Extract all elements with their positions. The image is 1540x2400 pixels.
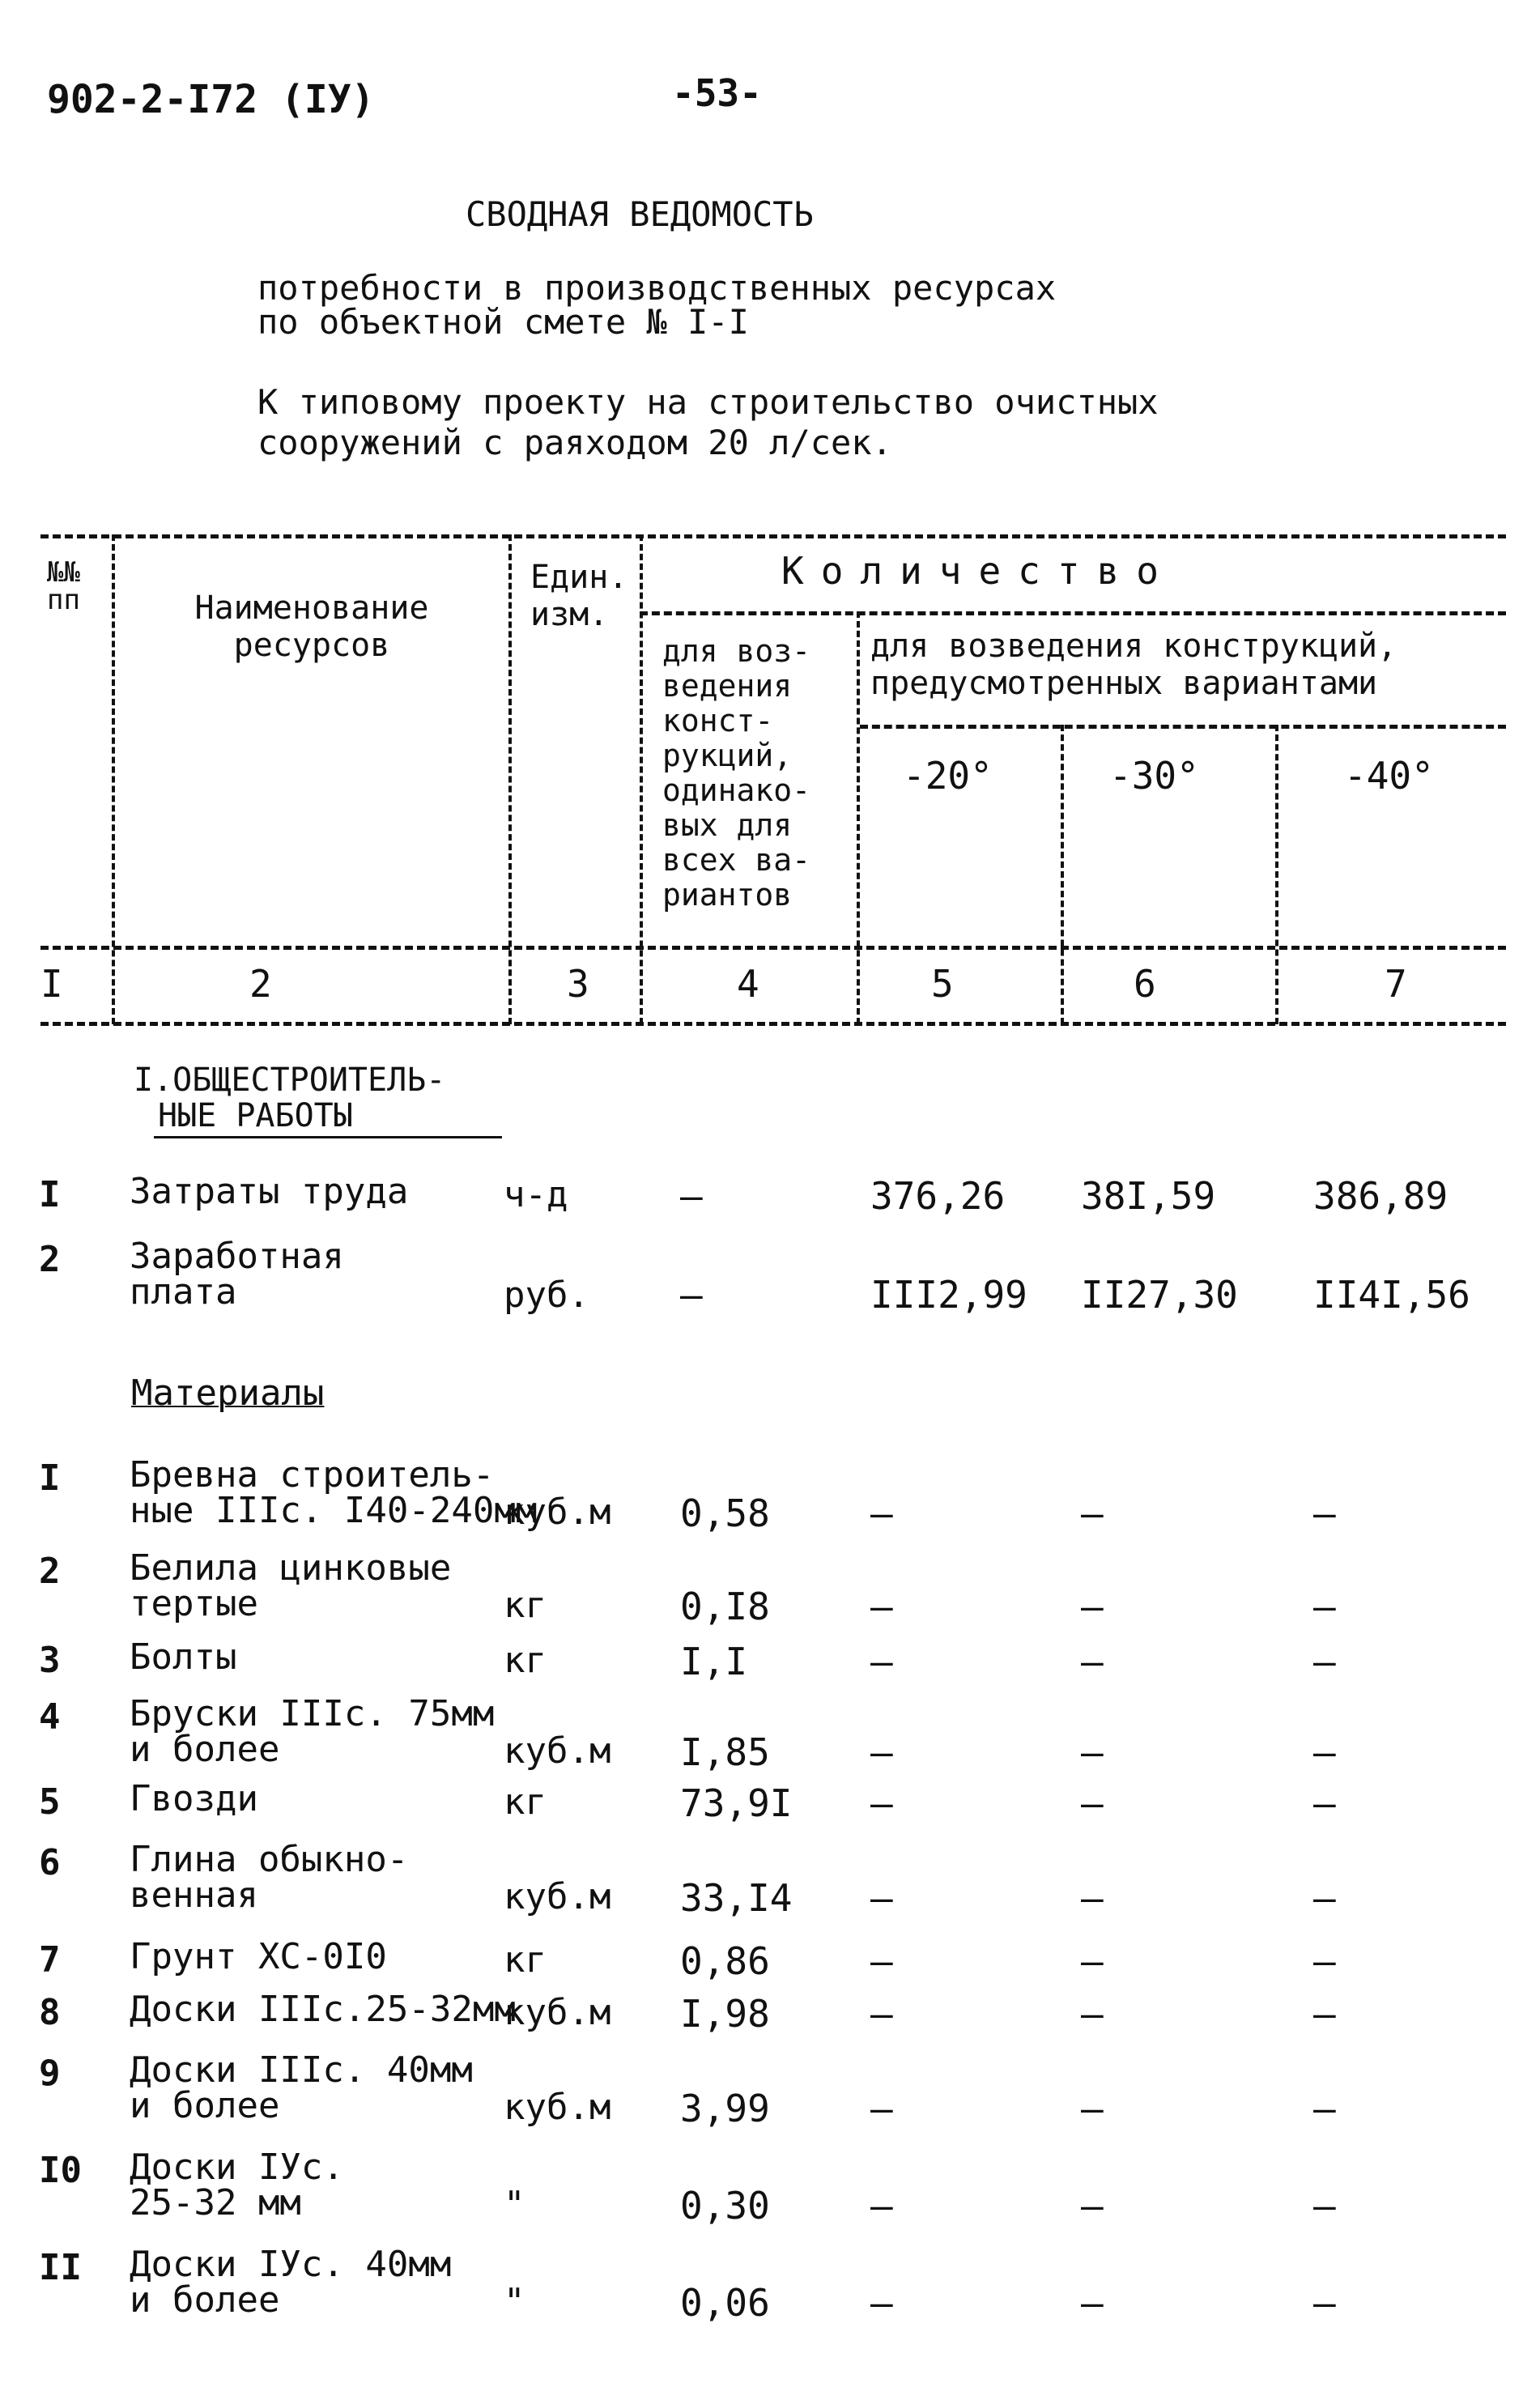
common-qty: 3,99: [680, 2087, 770, 2130]
resource-name: [130, 1778, 258, 1819]
resource-name-line: Болты: [130, 1636, 237, 1678]
resource-name-line: Доски IУс.: [130, 2147, 344, 2188]
qty-minus20: –: [870, 1992, 893, 2036]
unit: кг: [504, 1585, 547, 1626]
qty-minus20: –: [870, 1640, 893, 1683]
qty-minus20: –: [870, 2281, 893, 2325]
qty-minus40: 386,89: [1313, 1174, 1449, 1218]
resource-name-line: Бревна строитель-: [130, 1454, 495, 1496]
common-qty: 0,86: [680, 1939, 770, 1983]
resource-name: [130, 2049, 473, 2126]
section-underline: [154, 1136, 502, 1138]
common-qty: I,I: [680, 1640, 748, 1683]
column-number: 6: [1134, 962, 1156, 1006]
resource-name: [130, 1454, 538, 1531]
row-number: 5: [39, 1781, 61, 1823]
qty-minus20: –: [870, 1585, 893, 1628]
project-description: [257, 382, 1159, 463]
qty-minus40: II4I,56: [1313, 1273, 1470, 1317]
resource-name-line: Белила цинковые: [130, 1547, 452, 1589]
row-number: I0: [39, 2150, 82, 2191]
resource-name: Заработная плата: [130, 1236, 344, 1313]
row-number: 8: [39, 1992, 61, 2033]
resource-name: [130, 1936, 387, 1977]
header-number: №№ пп: [47, 556, 80, 616]
column-divider: [112, 534, 115, 1024]
resource-name: [130, 1636, 237, 1678]
qty-minus40: –: [1313, 2184, 1336, 2228]
qty-minus30: 38I,59: [1081, 1174, 1216, 1218]
resource-name-line: венная: [130, 1874, 258, 1916]
document-code: 902-2-I72 (IУ): [47, 77, 375, 122]
resource-name-line: и более: [130, 2279, 280, 2321]
column-number: 2: [249, 962, 272, 1006]
header-unit: Един. изм.: [530, 559, 628, 633]
column-number: 3: [567, 962, 589, 1006]
qty-minus40: –: [1313, 1491, 1336, 1535]
table-top-rule: [40, 534, 1506, 538]
unit: куб.м: [504, 1491, 611, 1533]
document-subtitle: [257, 268, 1057, 342]
column-number: 5: [931, 962, 954, 1006]
qty-minus40: –: [1313, 1730, 1336, 1774]
resource-name: Затраты труда: [130, 1171, 409, 1212]
unit: кг: [504, 1640, 547, 1681]
document-title: СВОДНАЯ ВЕДОМОСТЬ: [466, 194, 814, 234]
resource-name-line: Доски IIIс. 40мм: [130, 2049, 473, 2091]
header-variant-minus20: -20°: [903, 754, 993, 798]
resource-name: [130, 1839, 409, 1916]
row-number: I: [39, 1174, 61, 1215]
common-qty: I,85: [680, 1730, 770, 1774]
quantity-rule: [640, 611, 1506, 615]
qty-minus40: –: [1313, 2087, 1336, 2130]
unit: куб.м: [504, 1730, 611, 1772]
common-qty: 33,I4: [680, 1876, 793, 1920]
column-divider: [1275, 725, 1278, 1024]
page-number: -53-: [672, 71, 762, 115]
resource-name-line: тертые: [130, 1583, 258, 1624]
materials-heading: Материалы: [131, 1372, 325, 1414]
resource-name: [130, 1547, 452, 1624]
unit: руб.: [504, 1274, 589, 1316]
qty-minus30: –: [1081, 2087, 1104, 2130]
qty-minus40: –: [1313, 2281, 1336, 2325]
qty-minus20: –: [870, 2087, 893, 2130]
resource-name-line: Грунт ХС-0I0: [130, 1936, 387, 1977]
column-divider: [640, 534, 643, 1024]
row-number: I: [39, 1457, 61, 1499]
qty-minus30: –: [1081, 1992, 1104, 2036]
qty-minus20: III2,99: [870, 1273, 1027, 1317]
resource-name-line: Глина обыкно-: [130, 1839, 409, 1880]
column-number: 4: [737, 962, 759, 1006]
common-qty: 0,I8: [680, 1585, 770, 1628]
unit: ч-д: [504, 1174, 568, 1215]
qty-minus30: –: [1081, 1781, 1104, 1825]
row-number: II: [39, 2247, 82, 2288]
unit: ": [504, 2281, 525, 2322]
row-number: 9: [39, 2053, 61, 2094]
row-number: 6: [39, 1842, 61, 1883]
qty-minus40: –: [1313, 1939, 1336, 1983]
qty-minus30: –: [1081, 2184, 1104, 2228]
header-variant-minus30: -30°: [1109, 754, 1199, 798]
qty-minus30: –: [1081, 1491, 1104, 1535]
resource-name-line: Бруски IIIс. 75мм: [130, 1693, 495, 1734]
common-qty: –: [680, 1273, 703, 1317]
unit: ": [504, 2184, 525, 2225]
common-qty: 73,9I: [680, 1781, 793, 1825]
qty-minus40: –: [1313, 1640, 1336, 1683]
resource-name: [130, 2147, 344, 2223]
header-variant-minus40: -40°: [1344, 754, 1434, 798]
column-divider: [857, 611, 860, 1024]
unit: куб.м: [504, 2087, 611, 2128]
qty-minus30: –: [1081, 1730, 1104, 1774]
common-qty: 0,06: [680, 2281, 770, 2325]
qty-minus20: –: [870, 1939, 893, 1983]
qty-minus30: –: [1081, 2281, 1104, 2325]
resource-name-line: ные IIIс. I40-240мм: [130, 1490, 538, 1531]
resource-name-line: Доски IУс. 40мм: [130, 2244, 452, 2285]
qty-minus40: –: [1313, 1781, 1336, 1825]
qty-minus40: –: [1313, 1992, 1336, 2036]
common-qty: I,98: [680, 1992, 770, 2036]
project-line: сооружений с раяходом 20 л/сек.: [257, 423, 892, 462]
common-qty: –: [680, 1174, 703, 1218]
resource-name: [130, 2244, 452, 2321]
qty-minus20: –: [870, 1730, 893, 1774]
resource-name-line: и более: [130, 2085, 280, 2126]
qty-minus40: –: [1313, 1585, 1336, 1628]
header-variants: для возведения конструкций, предусмотренных вариантами: [870, 628, 1397, 702]
resource-name-line: Доски IIIс.25-32мм: [130, 1989, 516, 2030]
row-number: 2: [39, 1551, 61, 1592]
section-heading: I.ОБЩЕСТРОИТЕЛЬ- НЫЕ РАБОТЫ: [134, 1062, 446, 1134]
common-qty: 0,58: [680, 1491, 770, 1535]
unit: куб.м: [504, 1992, 611, 2033]
row-number: 2: [39, 1239, 61, 1280]
column-divider: [508, 534, 512, 1024]
qty-minus20: –: [870, 1876, 893, 1920]
project-line: К типовому проекту на строительство очистных: [257, 382, 1159, 422]
resource-name-line: и более: [130, 1729, 280, 1770]
row-number: 3: [39, 1640, 61, 1681]
qty-minus30: –: [1081, 1585, 1104, 1628]
qty-minus30: –: [1081, 1876, 1104, 1920]
qty-minus30: –: [1081, 1939, 1104, 1983]
unit: куб.м: [504, 1876, 611, 1917]
qty-minus20: –: [870, 1491, 893, 1535]
qty-minus20: –: [870, 1781, 893, 1825]
unit: кг: [504, 1939, 547, 1981]
column-numbers-rule: [40, 1022, 1506, 1026]
header-common-constructions: для воз- ведения конст- рукций, одинако- вых для всех ва- риантов: [662, 633, 811, 913]
resource-name-line: Гвозди: [130, 1778, 258, 1819]
qty-minus20: –: [870, 2184, 893, 2228]
common-qty: 0,30: [680, 2184, 770, 2228]
resource-name: [130, 1693, 495, 1770]
header-resource-name: Наименование ресурсов: [194, 589, 429, 664]
resource-name-line: 25-32 мм: [130, 2182, 301, 2223]
variants-rule: [860, 725, 1506, 729]
qty-minus30: –: [1081, 1640, 1104, 1683]
row-number: 7: [39, 1939, 61, 1981]
header-quantity: Количество: [781, 549, 1176, 593]
row-number: 4: [39, 1696, 61, 1738]
subtitle-line: потребности в производственных ресурсах: [257, 268, 1057, 308]
header-bottom-rule: [40, 946, 1506, 950]
subtitle-line: по объектной смете № I-I: [257, 302, 749, 342]
resource-name: [130, 1989, 516, 2030]
qty-minus30: II27,30: [1081, 1273, 1238, 1317]
column-number: 7: [1385, 962, 1407, 1006]
column-divider: [1061, 725, 1064, 1024]
qty-minus40: –: [1313, 1876, 1336, 1920]
column-number: I: [40, 962, 63, 1006]
qty-minus20: 376,26: [870, 1174, 1006, 1218]
unit: кг: [504, 1781, 547, 1823]
